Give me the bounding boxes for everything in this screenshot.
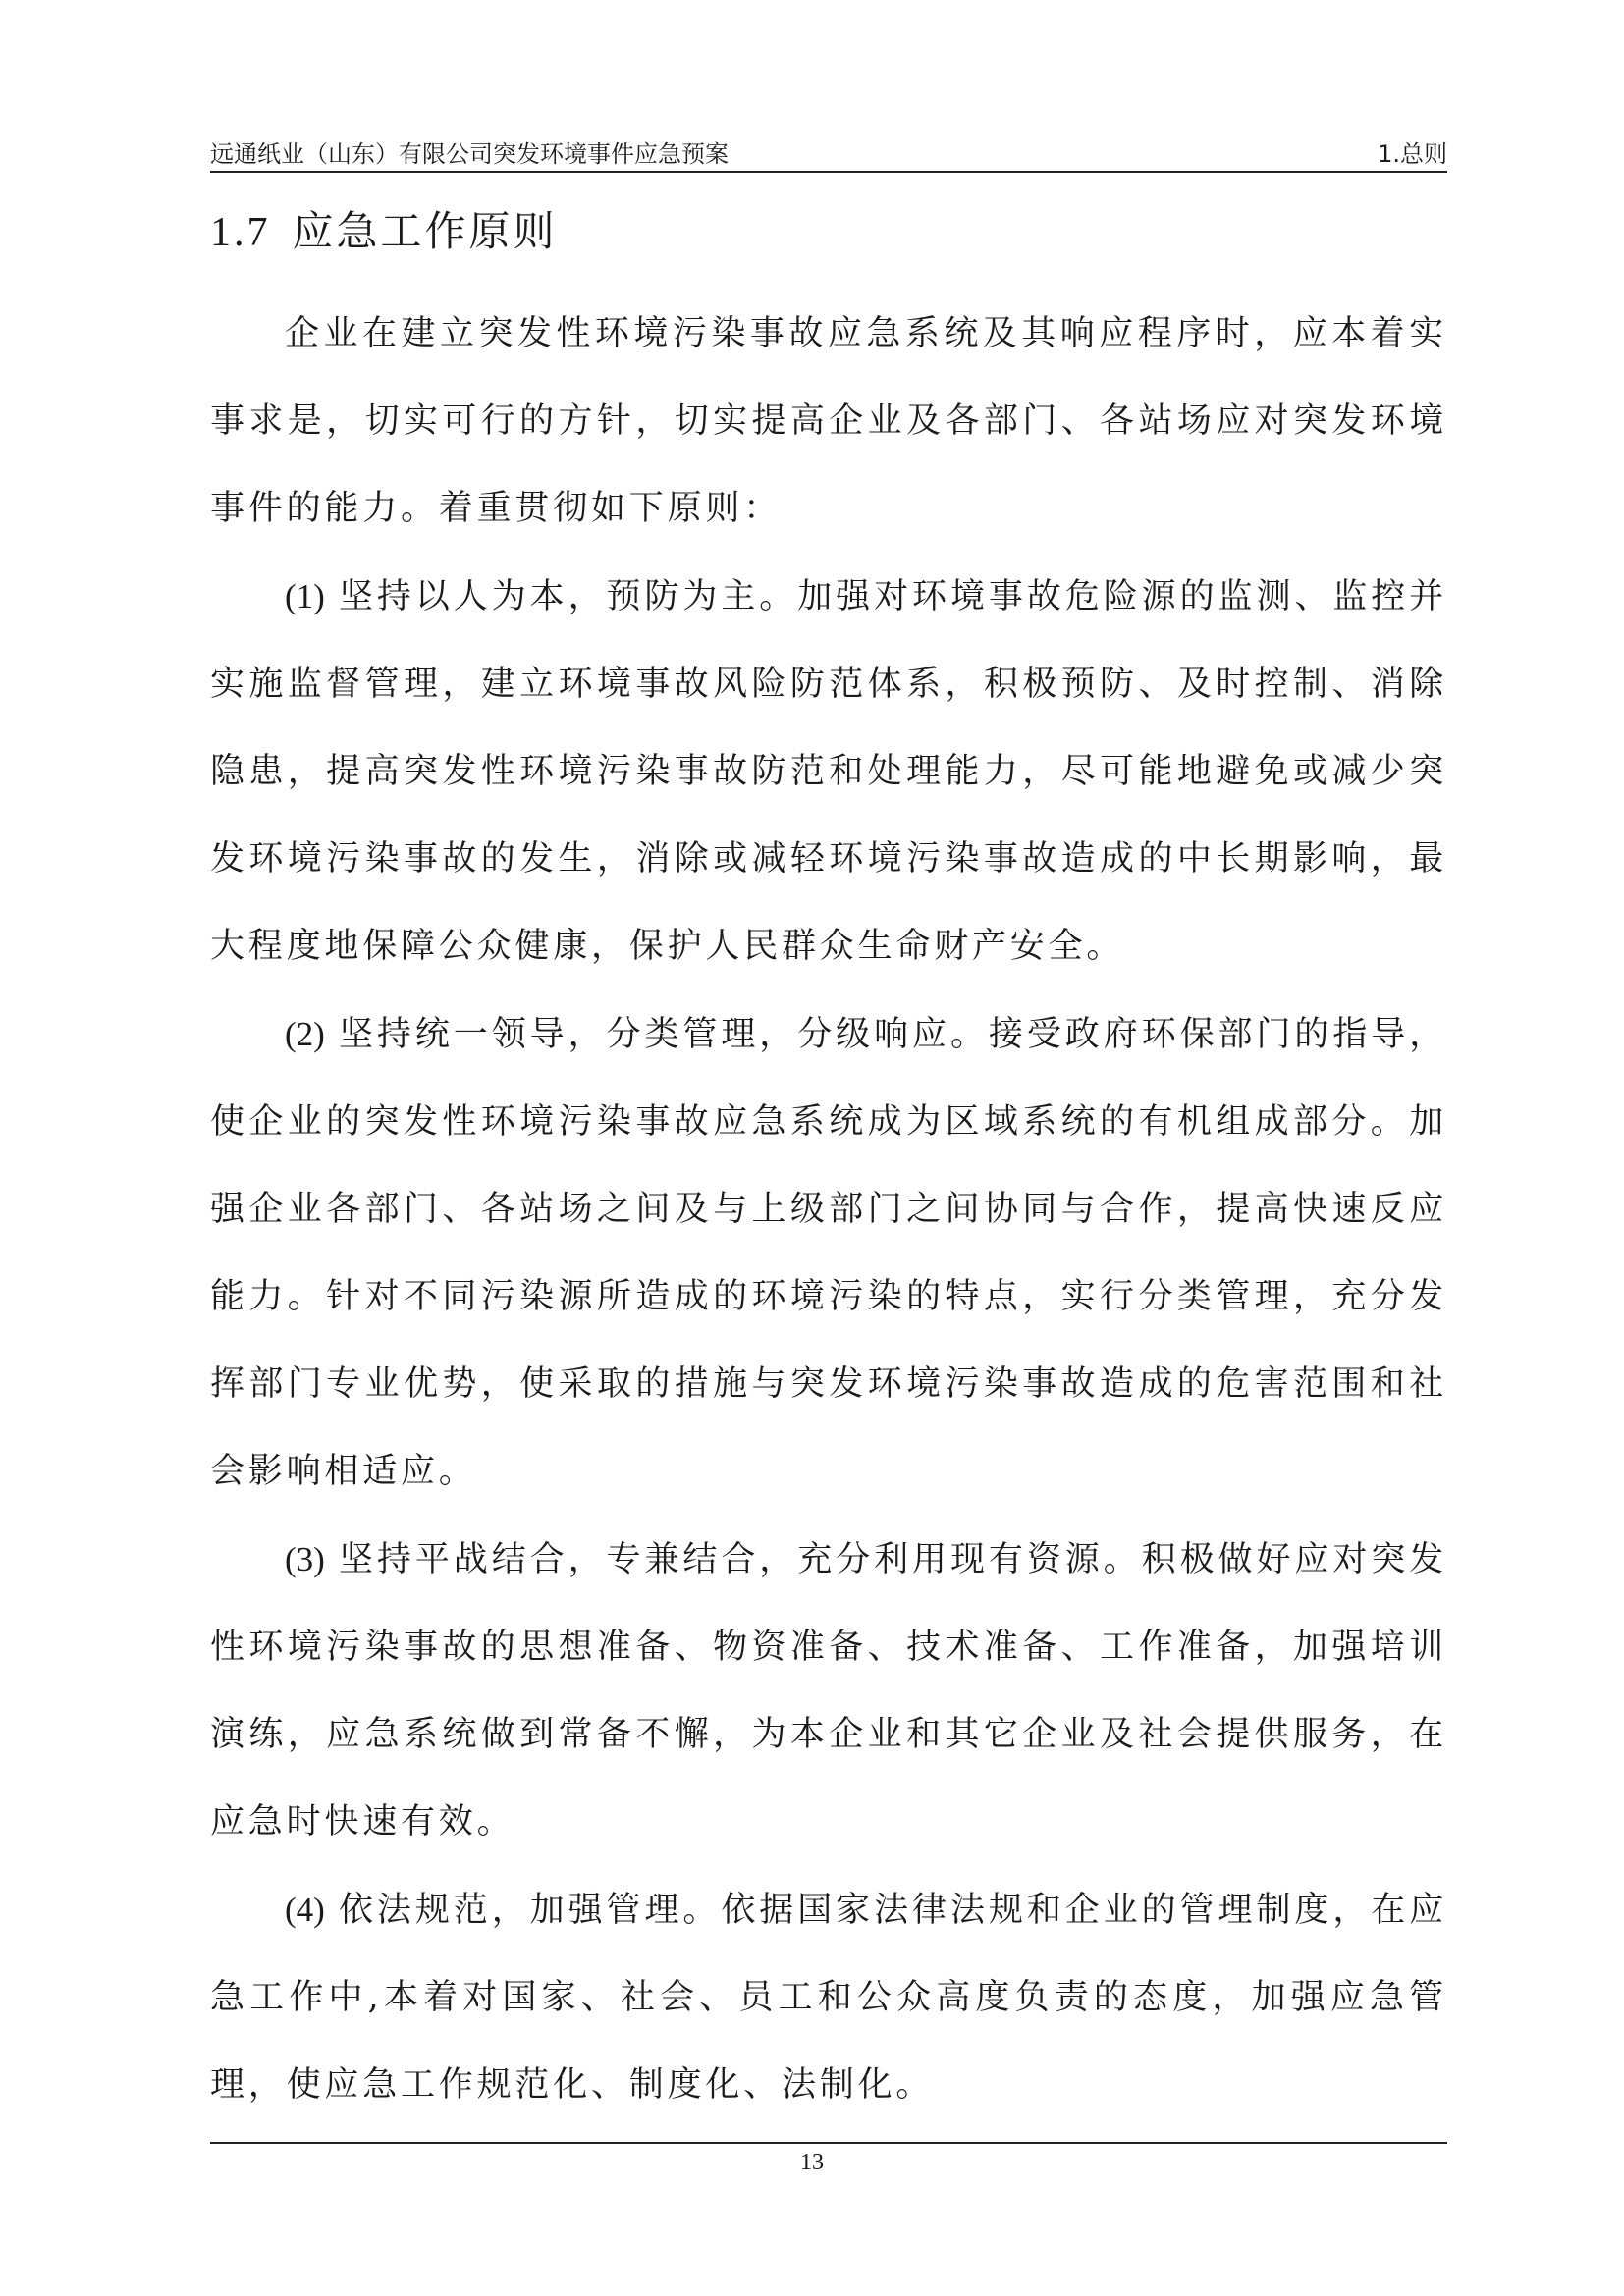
paragraph-index: (2) bbox=[285, 1015, 325, 1053]
paragraph-index: (4) bbox=[285, 1891, 325, 1929]
paragraph-principle-1 bbox=[210, 553, 1447, 990]
paragraph-text: 企业在建立突发性环境污染事故应急系统及其响应程序时，应本着实事求是，切实可行的方针，切实提高企业及各部门、各站场应对突发环境事件的能力。着重贯彻如下原则： bbox=[210, 314, 1447, 528]
header-chapter-label: 1.总则 bbox=[1378, 140, 1447, 168]
body-text bbox=[210, 291, 1447, 2129]
section-heading bbox=[210, 204, 558, 260]
section-number: 1.7 bbox=[210, 210, 271, 255]
running-header bbox=[210, 139, 1447, 175]
paragraph-principle-3 bbox=[210, 1516, 1447, 1866]
paragraph-text: 坚持平战结合，专兼结合，充分利用现有资源。积极做好应对突发性环境污染事故的思想准备、物资准备、技术准备、工作准备，加强培训演练，应急系统做到常备不懈，为本企业和其它企业及社会提供服务，在应急时快速有效。 bbox=[210, 1540, 1447, 1842]
page-number: 13 bbox=[800, 2150, 824, 2175]
paragraph-text: 依法规范，加强管理。依据国家法律法规和企业的管理制度，在应急工作中,本着对国家、社会、员工和公众高度负责的态度，加强应急管理，使应急工作规范化、制度化、法制化。 bbox=[210, 1891, 1447, 2105]
header-divider bbox=[210, 171, 1447, 173]
paragraph-index: (3) bbox=[285, 1540, 325, 1578]
section-title: 应急工作原则 bbox=[292, 207, 558, 255]
paragraph-principle-4 bbox=[210, 1866, 1447, 2129]
paragraph-text: 坚持以人为本，预防为主。加强对环境事故危险源的监测、监控并实施监督管理，建立环境事故风险防范体系，积极预防、及时控制、消除隐患，提高突发性环境污染事故防范和处理能力，尽可能地避免或减少突发环境污染事故的发生，消除或减轻环境污染事故造成的中长期影响，最大程度地保障公众健康，保护人民群众生命财产安全。 bbox=[210, 577, 1447, 966]
header-document-title: 远通纸业（山东）有限公司突发环境事件应急预案 bbox=[210, 140, 729, 168]
paragraph-principle-2 bbox=[210, 990, 1447, 1516]
paragraph-intro bbox=[210, 291, 1447, 553]
footer-divider bbox=[210, 2142, 1447, 2144]
paragraph-index: (1) bbox=[285, 577, 325, 615]
paragraph-text: 坚持统一领导，分类管理，分级响应。接受政府环保部门的指导，使企业的突发性环境污染事故应急系统成为区域系统的有机组成部分。加强企业各部门、各站场之间及与上级部门之间协同与合作，提高快速反应能力。针对不同污染源所造成的环境污染的特点，实行分类管理，充分发挥部门专业优势，使采取的措施与突发环境污染事故造成的危害范围和社会影响相适应。 bbox=[210, 1015, 1447, 1491]
